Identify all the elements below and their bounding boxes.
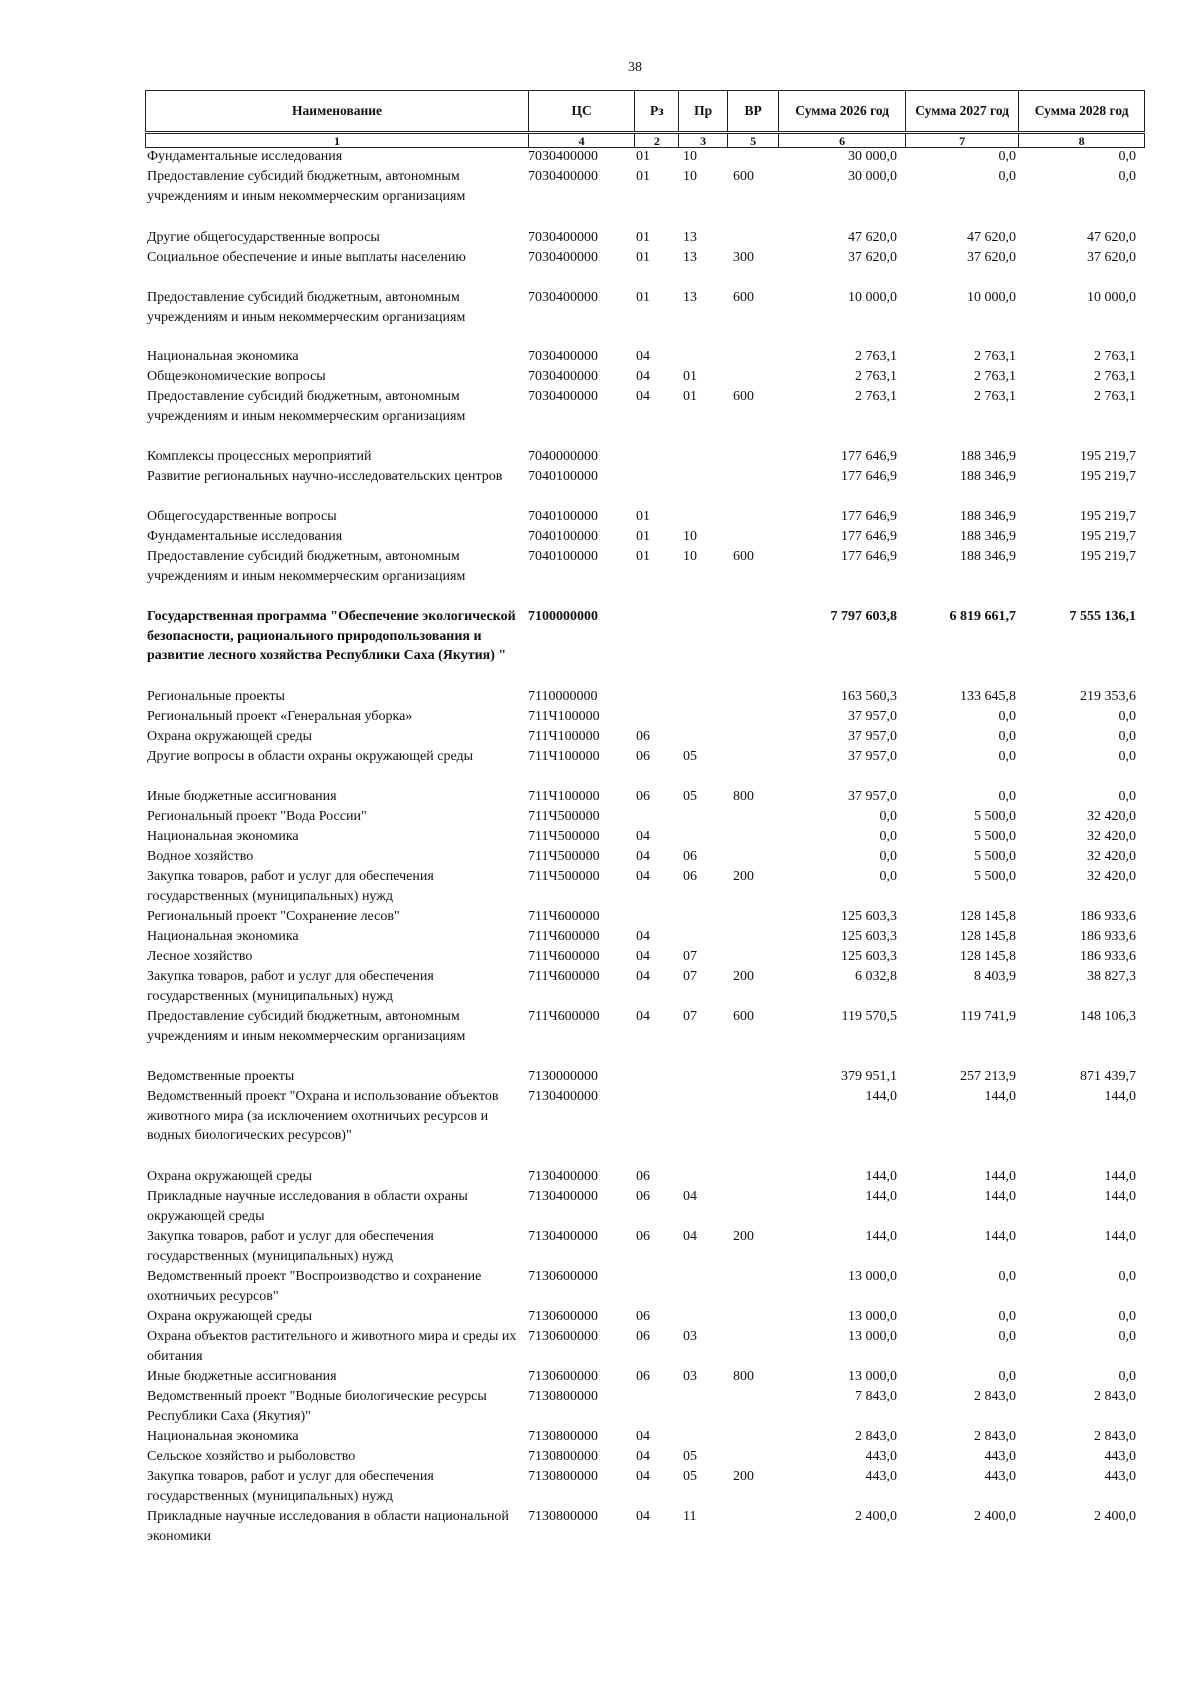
row-vr: 800 <box>733 789 754 804</box>
row-sum-2028: 195 219,7 <box>1080 509 1136 524</box>
row-sum-2026: 6 032,8 <box>855 969 897 984</box>
row-sum-2028: 0,0 <box>1118 1329 1136 1344</box>
row-sum-2028: 443,0 <box>1104 1449 1136 1464</box>
row-pr: 10 <box>683 149 697 164</box>
row-sum-2026: 2 400,0 <box>855 1509 897 1524</box>
row-cs: 711Ч100000 <box>528 749 600 764</box>
row-sum-2028: 443,0 <box>1104 1469 1136 1484</box>
row-rz: 06 <box>636 1329 650 1344</box>
row-name: Иные бюджетные ассигнования <box>147 1369 337 1384</box>
row-sum-2026: 177 646,9 <box>841 549 897 564</box>
row-sum-2026: 379 951,1 <box>841 1069 897 1084</box>
row-cs: 7130000000 <box>528 1069 598 1084</box>
row-sum-2028: 0,0 <box>1118 709 1136 724</box>
row-pr: 03 <box>683 1369 697 1384</box>
row-sum-2028: 2 843,0 <box>1094 1429 1136 1444</box>
row-sum-2026: 37 620,0 <box>848 250 897 265</box>
row-name: Охрана окружающей среды <box>147 1309 313 1324</box>
row-sum-2027: 128 145,8 <box>960 949 1016 964</box>
index-pr: 3 <box>679 133 727 148</box>
row-cs: 711Ч600000 <box>528 929 600 944</box>
row-sum-2027: 443,0 <box>984 1449 1016 1464</box>
row-name: Национальная экономика <box>147 829 299 844</box>
row-cs: 7030400000 <box>528 230 598 245</box>
row-rz: 04 <box>636 949 650 964</box>
row-cs: 711Ч600000 <box>528 949 600 964</box>
row-name: Охрана объектов растительного и животного мира и среды их обитания <box>147 1329 517 1364</box>
row-cs: 7100000000 <box>528 609 598 624</box>
row-sum-2028: 32 420,0 <box>1087 849 1136 864</box>
row-vr: 200 <box>733 1469 754 1484</box>
row-cs: 7130600000 <box>528 1269 598 1284</box>
row-sum-2027: 0,0 <box>998 1309 1016 1324</box>
row-sum-2027: 2 763,1 <box>974 369 1016 384</box>
row-rz: 06 <box>636 1309 650 1324</box>
row-cs: 711Ч600000 <box>528 1009 600 1024</box>
row-sum-2026: 30 000,0 <box>848 169 897 184</box>
row-sum-2026: 0,0 <box>879 809 897 824</box>
index-sum-2028: 8 <box>1019 133 1145 148</box>
row-sum-2028: 0,0 <box>1118 749 1136 764</box>
row-sum-2027: 5 500,0 <box>974 809 1016 824</box>
index-rz: 2 <box>635 133 679 148</box>
row-sum-2028: 144,0 <box>1104 1089 1136 1104</box>
row-sum-2028: 195 219,7 <box>1080 529 1136 544</box>
row-name: Ведомственный проект "Воспроизводство и сохранение охотничьих ресурсов" <box>147 1269 482 1304</box>
row-cs: 7040100000 <box>528 509 598 524</box>
row-sum-2026: 177 646,9 <box>841 449 897 464</box>
row-sum-2027: 5 500,0 <box>974 829 1016 844</box>
row-name: Предоставление субсидий бюджетным, автономным учреждениям и иным некоммерческим организациям <box>147 549 466 584</box>
row-sum-2026: 177 646,9 <box>841 509 897 524</box>
row-rz: 04 <box>636 869 650 884</box>
row-name: Ведомственные проекты <box>147 1069 295 1084</box>
row-sum-2027: 37 620,0 <box>967 250 1016 265</box>
row-pr: 13 <box>683 290 697 305</box>
row-sum-2026: 2 763,1 <box>855 389 897 404</box>
row-vr: 800 <box>733 1369 754 1384</box>
row-sum-2027: 2 843,0 <box>974 1429 1016 1444</box>
row-sum-2026: 37 957,0 <box>848 789 897 804</box>
row-pr: 05 <box>683 749 697 764</box>
row-name: Водное хозяйство <box>147 849 254 864</box>
row-sum-2026: 119 570,5 <box>841 1009 897 1024</box>
row-cs: 7030400000 <box>528 149 598 164</box>
row-vr: 600 <box>733 549 754 564</box>
row-sum-2026: 177 646,9 <box>841 469 897 484</box>
row-rz: 04 <box>636 1509 650 1524</box>
row-sum-2026: 144,0 <box>865 1089 897 1104</box>
row-rz: 06 <box>636 749 650 764</box>
row-pr: 05 <box>683 1469 697 1484</box>
row-cs: 7030400000 <box>528 389 598 404</box>
row-cs: 711Ч500000 <box>528 869 600 884</box>
row-sum-2027: 0,0 <box>998 149 1016 164</box>
row-sum-2027: 47 620,0 <box>967 230 1016 245</box>
row-cs: 7130600000 <box>528 1369 598 1384</box>
header-vr: ВР <box>727 91 778 133</box>
header-rz: Рз <box>635 91 679 133</box>
row-sum-2027: 2 763,1 <box>974 349 1016 364</box>
row-rz: 01 <box>636 529 650 544</box>
row-sum-2027: 188 346,9 <box>960 509 1016 524</box>
row-sum-2028: 0,0 <box>1118 1369 1136 1384</box>
row-sum-2027: 0,0 <box>998 1369 1016 1384</box>
row-sum-2027: 0,0 <box>998 729 1016 744</box>
row-name: Национальная экономика <box>147 1429 299 1444</box>
row-sum-2026: 0,0 <box>879 849 897 864</box>
row-vr: 200 <box>733 869 754 884</box>
row-sum-2026: 163 560,3 <box>841 689 897 704</box>
row-sum-2027: 144,0 <box>984 1189 1016 1204</box>
row-sum-2027: 0,0 <box>998 169 1016 184</box>
index-sum-2027: 7 <box>906 133 1019 148</box>
row-name: Предоставление субсидий бюджетным, автономным учреждениям и иным некоммерческим организациям <box>147 1009 466 1044</box>
row-pr: 13 <box>683 250 697 265</box>
row-name: Закупка товаров, работ и услуг для обеспечения государственных (муниципальных) нужд <box>147 869 434 904</box>
row-sum-2026: 0,0 <box>879 829 897 844</box>
row-sum-2027: 144,0 <box>984 1089 1016 1104</box>
index-cs: 4 <box>529 133 635 148</box>
row-rz: 06 <box>636 1229 650 1244</box>
row-name: Региональные проекты <box>147 689 285 704</box>
row-cs: 7030400000 <box>528 349 598 364</box>
row-cs: 7040100000 <box>528 469 598 484</box>
row-sum-2026: 13 000,0 <box>848 1329 897 1344</box>
row-sum-2027: 0,0 <box>998 1269 1016 1284</box>
row-pr: 04 <box>683 1229 697 1244</box>
row-sum-2027: 188 346,9 <box>960 549 1016 564</box>
row-rz: 01 <box>636 549 650 564</box>
row-cs: 7030400000 <box>528 290 598 305</box>
row-cs: 7130800000 <box>528 1429 598 1444</box>
header-pr: Пр <box>679 91 727 133</box>
row-rz: 01 <box>636 250 650 265</box>
row-name: Фундаментальные исследования <box>147 149 343 164</box>
row-rz: 04 <box>636 389 650 404</box>
row-sum-2028: 32 420,0 <box>1087 869 1136 884</box>
row-sum-2026: 37 957,0 <box>848 709 897 724</box>
row-rz: 04 <box>636 369 650 384</box>
row-rz: 04 <box>636 929 650 944</box>
row-rz: 06 <box>636 1169 650 1184</box>
row-name: Другие вопросы в области охраны окружающей среды <box>147 749 473 764</box>
row-sum-2027: 144,0 <box>984 1169 1016 1184</box>
row-cs: 7040100000 <box>528 529 598 544</box>
row-sum-2027: 0,0 <box>998 789 1016 804</box>
row-pr: 13 <box>683 230 697 245</box>
row-name: Ведомственный проект "Водные биологические ресурсы Республики Саха (Якутия)" <box>147 1389 487 1424</box>
row-rz: 01 <box>636 230 650 245</box>
row-cs: 711Ч100000 <box>528 709 600 724</box>
row-name: Охрана окружающей среды <box>147 729 313 744</box>
row-vr: 600 <box>733 290 754 305</box>
row-name: Фундаментальные исследования <box>147 529 343 544</box>
row-cs: 711Ч100000 <box>528 789 600 804</box>
row-name: Закупка товаров, работ и услуг для обеспечения государственных (муниципальных) нужд <box>147 1229 434 1264</box>
row-cs: 7040100000 <box>528 549 598 564</box>
row-name: Национальная экономика <box>147 349 299 364</box>
row-sum-2027: 2 400,0 <box>974 1509 1016 1524</box>
row-name: Государственная программа "Обеспечение экологической безопасности, рационального природопользования и развитие лесного хозяйства Республики Саха (Якутия) " <box>147 609 516 663</box>
row-name: Лесное хозяйство <box>147 949 253 964</box>
row-pr: 01 <box>683 389 697 404</box>
row-sum-2027: 257 213,9 <box>960 1069 1016 1084</box>
row-sum-2026: 7 843,0 <box>855 1389 897 1404</box>
row-sum-2027: 133 645,8 <box>960 689 1016 704</box>
row-sum-2028: 0,0 <box>1118 789 1136 804</box>
row-sum-2026: 2 763,1 <box>855 369 897 384</box>
row-sum-2027: 144,0 <box>984 1229 1016 1244</box>
row-rz: 01 <box>636 290 650 305</box>
row-sum-2026: 13 000,0 <box>848 1309 897 1324</box>
row-name: Ведомственный проект "Охрана и использование объектов животного мира (за исключением охотничьих ресурсов и водных биологических ресурсов)" <box>147 1089 499 1143</box>
row-vr: 200 <box>733 1229 754 1244</box>
row-sum-2027: 443,0 <box>984 1469 1016 1484</box>
row-rz: 04 <box>636 1429 650 1444</box>
row-name: Комплексы процессных мероприятий <box>147 449 372 464</box>
row-sum-2028: 0,0 <box>1118 169 1136 184</box>
row-sum-2027: 128 145,8 <box>960 909 1016 924</box>
row-name: Региональный проект "Вода России" <box>147 809 367 824</box>
row-cs: 7130400000 <box>528 1089 598 1104</box>
row-vr: 600 <box>733 389 754 404</box>
row-name: Развитие региональных научно-исследовательских центров <box>147 469 503 484</box>
row-vr: 200 <box>733 969 754 984</box>
row-sum-2028: 144,0 <box>1104 1229 1136 1244</box>
row-cs: 7130800000 <box>528 1509 598 1524</box>
row-name: Предоставление субсидий бюджетным, автономным учреждениям и иным некоммерческим организациям <box>147 389 466 424</box>
row-sum-2026: 0,0 <box>879 869 897 884</box>
row-sum-2026: 125 603,3 <box>841 949 897 964</box>
row-rz: 06 <box>636 1369 650 1384</box>
row-sum-2028: 47 620,0 <box>1087 230 1136 245</box>
row-rz: 04 <box>636 849 650 864</box>
index-vr: 5 <box>727 133 778 148</box>
row-cs: 7030400000 <box>528 369 598 384</box>
row-name: Общегосударственные вопросы <box>147 509 337 524</box>
row-sum-2026: 125 603,3 <box>841 929 897 944</box>
row-pr: 03 <box>683 1329 697 1344</box>
row-pr: 10 <box>683 169 697 184</box>
row-sum-2027: 128 145,8 <box>960 929 1016 944</box>
row-sum-2028: 32 420,0 <box>1087 809 1136 824</box>
row-sum-2028: 195 219,7 <box>1080 469 1136 484</box>
row-sum-2027: 119 741,9 <box>960 1009 1016 1024</box>
row-pr: 07 <box>683 969 697 984</box>
row-name: Предоставление субсидий бюджетным, автономным учреждениям и иным некоммерческим организациям <box>147 169 466 204</box>
row-cs: 7030400000 <box>528 250 598 265</box>
row-sum-2028: 7 555 136,1 <box>1069 609 1136 624</box>
row-sum-2026: 125 603,3 <box>841 909 897 924</box>
row-sum-2028: 195 219,7 <box>1080 449 1136 464</box>
row-name: Иные бюджетные ассигнования <box>147 789 337 804</box>
row-sum-2028: 195 219,7 <box>1080 549 1136 564</box>
row-rz: 06 <box>636 1189 650 1204</box>
index-name: 1 <box>146 133 529 148</box>
row-sum-2028: 0,0 <box>1118 1269 1136 1284</box>
row-vr: 600 <box>733 169 754 184</box>
row-sum-2026: 10 000,0 <box>848 290 897 305</box>
row-name: Закупка товаров, работ и услуг для обеспечения государственных (муниципальных) нужд <box>147 1469 434 1504</box>
row-pr: 10 <box>683 529 697 544</box>
row-sum-2026: 2 763,1 <box>855 349 897 364</box>
row-name: Закупка товаров, работ и услуг для обеспечения государственных (муниципальных) нужд <box>147 969 434 1004</box>
row-pr: 11 <box>683 1509 697 1524</box>
row-sum-2028: 0,0 <box>1118 729 1136 744</box>
row-sum-2028: 0,0 <box>1118 1309 1136 1324</box>
row-sum-2027: 0,0 <box>998 1329 1016 1344</box>
row-sum-2026: 7 797 603,8 <box>830 609 897 624</box>
row-sum-2027: 188 346,9 <box>960 469 1016 484</box>
row-sum-2027: 6 819 661,7 <box>949 609 1016 624</box>
row-sum-2028: 219 353,6 <box>1080 689 1136 704</box>
row-pr: 06 <box>683 849 697 864</box>
row-rz: 01 <box>636 149 650 164</box>
row-sum-2027: 8 403,9 <box>974 969 1016 984</box>
row-sum-2027: 188 346,9 <box>960 529 1016 544</box>
row-cs: 711Ч500000 <box>528 849 600 864</box>
row-sum-2028: 2 400,0 <box>1094 1509 1136 1524</box>
header-sum-2027: Сумма 2027 год <box>906 91 1019 133</box>
row-cs: 7130600000 <box>528 1329 598 1344</box>
row-cs: 711Ч100000 <box>528 729 600 744</box>
row-cs: 711Ч500000 <box>528 809 600 824</box>
row-pr: 06 <box>683 869 697 884</box>
row-sum-2026: 30 000,0 <box>848 149 897 164</box>
row-cs: 7130800000 <box>528 1469 598 1484</box>
row-sum-2026: 144,0 <box>865 1189 897 1204</box>
row-pr: 01 <box>683 369 697 384</box>
row-sum-2028: 186 933,6 <box>1080 949 1136 964</box>
row-rz: 06 <box>636 729 650 744</box>
row-sum-2028: 37 620,0 <box>1087 250 1136 265</box>
row-cs: 711Ч600000 <box>528 969 600 984</box>
row-cs: 7130400000 <box>528 1169 598 1184</box>
row-sum-2027: 10 000,0 <box>967 290 1016 305</box>
row-sum-2028: 0,0 <box>1118 149 1136 164</box>
index-sum-2026: 6 <box>779 133 906 148</box>
row-sum-2027: 5 500,0 <box>974 869 1016 884</box>
row-pr: 07 <box>683 1009 697 1024</box>
row-rz: 04 <box>636 829 650 844</box>
row-name: Предоставление субсидий бюджетным, автономным учреждениям и иным некоммерческим организациям <box>147 290 466 325</box>
row-rz: 04 <box>636 1469 650 1484</box>
row-sum-2028: 186 933,6 <box>1080 909 1136 924</box>
header-sum-2026: Сумма 2026 год <box>779 91 906 133</box>
row-pr: 07 <box>683 949 697 964</box>
row-cs: 711Ч500000 <box>528 829 600 844</box>
row-sum-2028: 32 420,0 <box>1087 829 1136 844</box>
row-sum-2026: 144,0 <box>865 1229 897 1244</box>
row-sum-2026: 37 957,0 <box>848 729 897 744</box>
header-sum-2028: Сумма 2028 год <box>1019 91 1145 133</box>
row-sum-2028: 2 763,1 <box>1094 349 1136 364</box>
row-rz: 04 <box>636 1009 650 1024</box>
header-cs: ЦС <box>529 91 635 133</box>
row-sum-2026: 144,0 <box>865 1169 897 1184</box>
row-name: Общеэкономические вопросы <box>147 369 326 384</box>
row-name: Региональный проект «Генеральная уборка» <box>147 709 413 724</box>
row-sum-2028: 144,0 <box>1104 1189 1136 1204</box>
row-sum-2026: 13 000,0 <box>848 1269 897 1284</box>
row-sum-2028: 148 106,3 <box>1080 1009 1136 1024</box>
row-sum-2026: 47 620,0 <box>848 230 897 245</box>
row-name: Социальное обеспечение и иные выплаты населению <box>147 250 466 265</box>
row-sum-2027: 2 763,1 <box>974 389 1016 404</box>
row-sum-2028: 2 763,1 <box>1094 369 1136 384</box>
row-name: Прикладные научные исследования в области национальной экономики <box>147 1509 509 1544</box>
page-number: 38 <box>628 60 642 75</box>
row-cs: 7130400000 <box>528 1229 598 1244</box>
row-cs: 7110000000 <box>528 689 598 704</box>
row-pr: 10 <box>683 549 697 564</box>
row-name: Региональный проект "Сохранение лесов" <box>147 909 400 924</box>
row-name: Прикладные научные исследования в области охраны окружающей среды <box>147 1189 468 1224</box>
row-sum-2026: 37 957,0 <box>848 749 897 764</box>
row-sum-2028: 2 763,1 <box>1094 389 1136 404</box>
row-sum-2026: 13 000,0 <box>848 1369 897 1384</box>
row-rz: 04 <box>636 969 650 984</box>
row-cs: 7030400000 <box>528 169 598 184</box>
row-sum-2027: 2 843,0 <box>974 1389 1016 1404</box>
row-sum-2028: 871 439,7 <box>1080 1069 1136 1084</box>
row-sum-2028: 2 843,0 <box>1094 1389 1136 1404</box>
row-sum-2028: 10 000,0 <box>1087 290 1136 305</box>
row-sum-2026: 443,0 <box>865 1469 897 1484</box>
row-sum-2028: 186 933,6 <box>1080 929 1136 944</box>
row-sum-2027: 0,0 <box>998 709 1016 724</box>
row-sum-2027: 0,0 <box>998 749 1016 764</box>
row-cs: 7130800000 <box>528 1389 598 1404</box>
row-name: Национальная экономика <box>147 929 299 944</box>
row-name: Охрана окружающей среды <box>147 1169 313 1184</box>
row-sum-2027: 188 346,9 <box>960 449 1016 464</box>
row-sum-2027: 5 500,0 <box>974 849 1016 864</box>
row-rz: 04 <box>636 349 650 364</box>
row-rz: 06 <box>636 789 650 804</box>
row-rz: 04 <box>636 1449 650 1464</box>
row-sum-2028: 38 827,3 <box>1087 969 1136 984</box>
row-sum-2026: 2 843,0 <box>855 1429 897 1444</box>
row-cs: 7130800000 <box>528 1449 598 1464</box>
row-pr: 04 <box>683 1189 697 1204</box>
row-sum-2026: 443,0 <box>865 1449 897 1464</box>
row-cs: 7130400000 <box>528 1189 598 1204</box>
row-cs: 711Ч600000 <box>528 909 600 924</box>
row-sum-2028: 144,0 <box>1104 1169 1136 1184</box>
row-cs: 7130600000 <box>528 1309 598 1324</box>
row-pr: 05 <box>683 789 697 804</box>
row-vr: 600 <box>733 1009 754 1024</box>
row-name: Сельское хозяйство и рыболовство <box>147 1449 356 1464</box>
row-vr: 300 <box>733 250 754 265</box>
row-sum-2026: 177 646,9 <box>841 529 897 544</box>
row-pr: 05 <box>683 1449 697 1464</box>
row-rz: 01 <box>636 509 650 524</box>
header-name: Наименование <box>146 91 529 133</box>
row-cs: 7040000000 <box>528 449 598 464</box>
row-rz: 01 <box>636 169 650 184</box>
row-name: Другие общегосударственные вопросы <box>147 230 380 245</box>
